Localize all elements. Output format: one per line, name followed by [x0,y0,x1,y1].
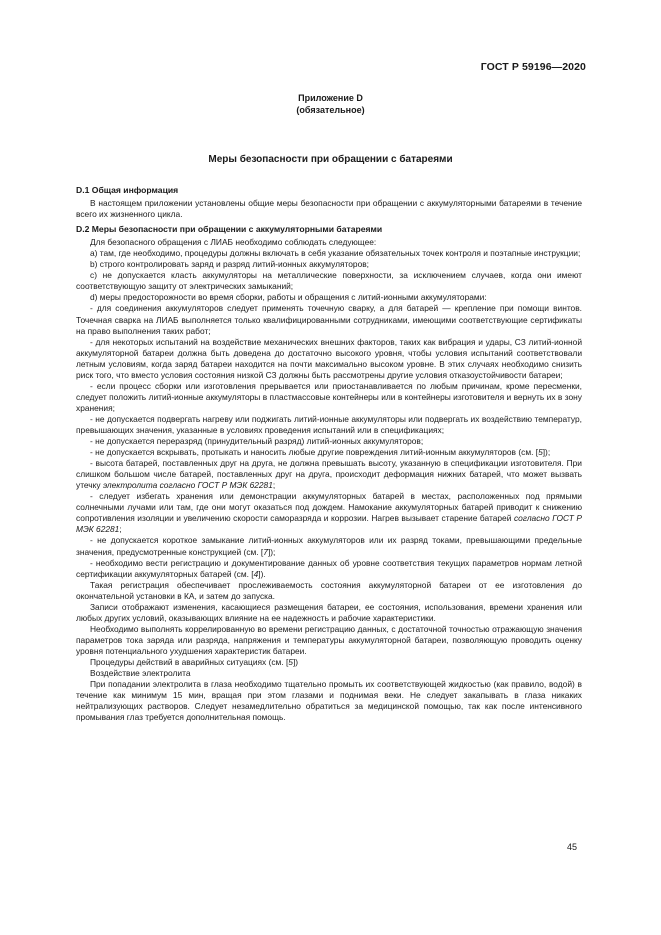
reference: 5 [288,656,293,667]
sub-list-item [76,458,582,491]
paragraph: Такая регистрация обеспечивает прослеживаемость состояния аккумуляторной батареи от ее изготовления до окончательной установки в КА, и затем до запуска. [76,579,582,601]
paragraph: Для безопасного обращения с ЛИАБ необходимо соблюдать следующее: [90,237,377,248]
list-item: d) меры предосторожности во время сборки, работы и обращения с литий-ионными аккумуляторами: [90,292,487,303]
reference: электролита согласно ГОСТ Р МЭК 62281 [102,480,273,491]
section-heading-d2: D.2 Меры безопасности при обращении с аккумуляторными батареями [76,224,383,235]
text: ; [119,524,122,535]
section-heading-d1: D.1 Общая информация [76,185,179,195]
sub-list-item [76,535,582,557]
list-item: с) не допускается класть аккумуляторы на металлические поверхности, за исключением случаев, когда они имеют соответствующую защиту от электрических замыканий; [76,270,582,292]
text: - не допускается вскрывать, протыкать и наносить любые другие повреждения литий-ионным аккумуляторов (см. [ [90,447,539,458]
reference: 7 [263,546,268,557]
text: ]); [267,546,276,557]
page-number: 45 [566,842,577,852]
text: - следует избегать хранения или демонстрации аккумуляторных батарей в местах, расположенных под прямыми солнечными лучами или там, где они могут оказаться под дождем. Намокание аккумуляторных батарей приводит к снижению сопротивления изоляции и увеличению скорости саморазряда и коррозии. Нагрев вызывает старение батарей [76,491,582,524]
list-item: b) строго контролировать заряд и разряд литий-ионных аккумуляторов; [90,259,370,270]
text: ]). [258,568,266,579]
document-title: Меры безопасности при обращении с батареями [208,154,453,165]
paragraph: Записи отображают изменения, касающиеся размещения батареи, ее состояния, использования, времени хранения или любых других условий, оказывающих влияние на ее надежность и рабочие характеристики. [76,601,582,623]
text: - не допускается короткое замыкание литий-ионных аккумуляторов или их разряд токами, превышающими предельные значения, предусмотренные конструкцией (см. [ [76,535,582,557]
annex-status: (обязательное) [296,105,365,115]
paragraph: Необходимо выполнять коррелированную во времени регистрацию данных, с достаточной точностью отражающую значения параметров тока заряда или разряда, напряжения и температуры аккумуляторной батареи, позволяющую проводить оценку уровня потенциального ухудшения характеристик батареи. [76,623,582,656]
list-item: а) там, где необходимо, процедуры должны включать в себя указание обязательных точек контроля и поэтапные инструкции; [90,248,581,259]
text: ]); [542,447,551,458]
text: ; [272,480,276,491]
text: - высота батарей, поставленных друг на друга, не должна превышать высоту, указанную в спецификации изготовителя. При слишком большом числе батарей, поставленных друг на друга, происходит деформация нижних батарей, что может вызвать утечку [76,458,582,491]
reference: 5 [538,447,543,458]
text: - необходимо вести регистрацию и документирование данных об уровне соответствия текущих параметров нормам летной сертификации аккумуляторных батарей (см. [ [76,557,582,579]
text: ]) [292,656,299,667]
paragraph [76,657,582,668]
sub-list-item: - если процесс сборки или изготовления прерывается или приостанавливается по любым причинам, кроме пересменки, следует положить литий-ионные аккумуляторы в пластмассовые контейнеры или в контейнеры изготовителя и вернуть их в зону хранения; [76,380,582,413]
sub-list-item [76,558,582,580]
paragraph: При попадании электролита в глаза необходимо тщательно промыть их соответствующей жидкостью (как правило, водой) в течение как минимум 15 мин, вращая при этом глазами и поднимая веки. Не следует закапывать в глаза никаких нейтрализующих растворов. Следует незамедлительно обратиться за медицинской помощью, так как после интенсивного промывания глаз требуется дополнительная помощь. [76,679,582,723]
sub-list-item: - не допускается подвергать нагреву или поджигать литий-ионные аккумуляторы или подвергать их воздействию температур, превышающих значения, указанные в условиях проведения испытаний или в спецификациях; [76,413,582,435]
reference: 4 [253,568,259,579]
paragraph: В настоящем приложении установлены общие меры безопасности при обращении с аккумуляторными батареями в течение всего их жизненного цикла. [76,198,582,220]
reference: согласно ГОСТ Р МЭК 62281 [76,513,582,535]
sub-list-item [76,447,582,458]
sub-list-item: - не допускается переразряд (принудительный разряд) литий-ионных аккумуляторов; [90,436,424,447]
sub-list-item: - для соединения аккумуляторов следует применять точечную сварку, а для батарей — крепление при помощи винтов. Точечная сварка на ЛИАБ выполняется только квалифицированными сотрудниками, имеющими соответствующие сертификаты на право выполнения таких работ; [76,303,582,336]
sub-list-item [76,491,582,535]
standard-number: ГОСТ Р 59196—2020 [480,61,586,73]
annex-title: Приложение D [298,93,363,103]
sub-list-item: - для некоторых испытаний на воздействие механических внешних факторов, таких как вибрация и удары, СЗ литий-ионной аккумуляторной батареи должна быть доведена до достаточно высокого уровня, чтобы условия испытаний соответствовали летным условиям, когда заряд батареи находится на почти максимально высоком уровне. В этих случаях необходимо снизить риск того, что вместо условия состояния низкой СЗ должны быть рассмотрены другие условия отказоустойчивости батареи; [76,336,582,380]
text: Процедуры действий в аварийных ситуациях (см. [ [90,656,289,667]
annex-header [0,92,661,116]
document-body [76,182,582,723]
paragraph: Воздействие электролита [90,668,191,679]
